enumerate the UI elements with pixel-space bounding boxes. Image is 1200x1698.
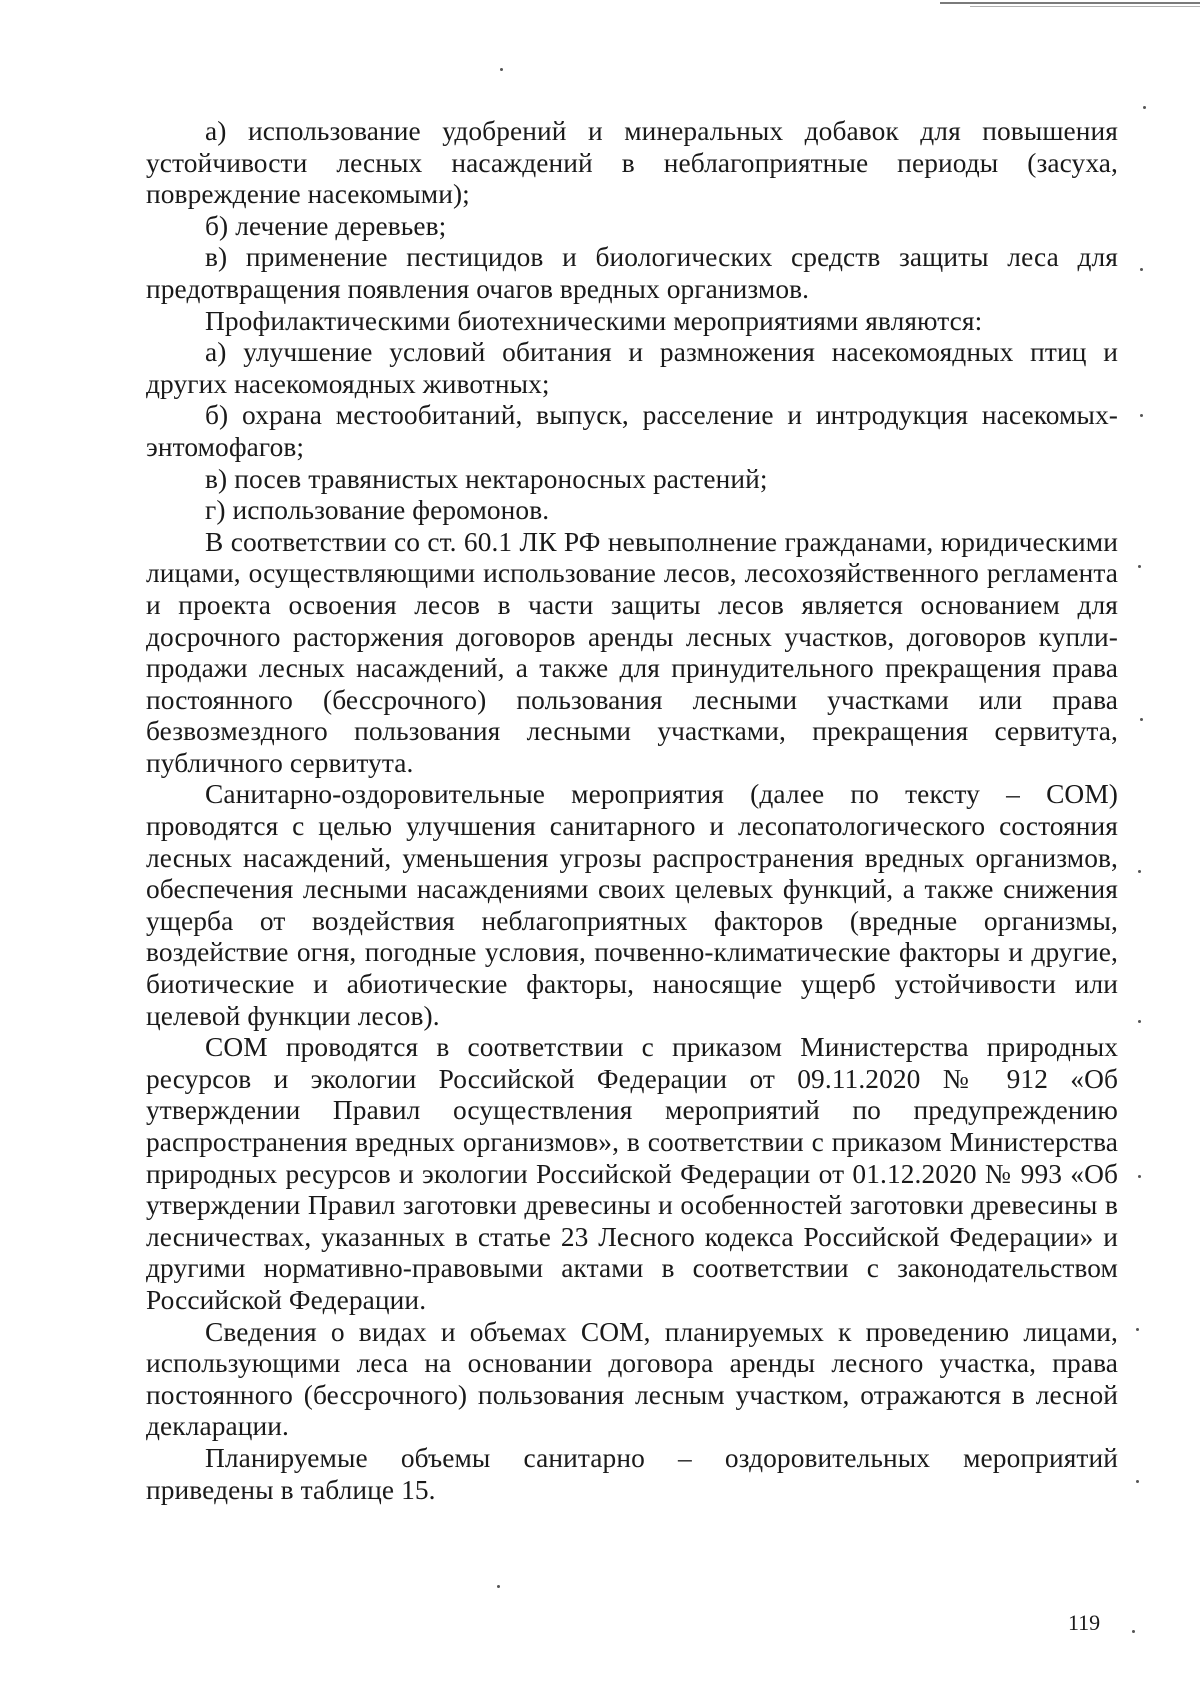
scan-speck [1143, 106, 1146, 109]
paragraph-pheromones: г) использование феромонов. [205, 495, 550, 526]
scan-speck [1140, 718, 1143, 721]
scan-speck [1138, 1175, 1141, 1178]
paragraph-fertilizers: а) использование удобрений и минеральных добавок для повышения устойчивости лесных насаждений в неблагоприятные периоды (засуха, повреждение насекомыми); [146, 116, 1118, 210]
scan-speck [1140, 268, 1143, 271]
paragraph-pesticides: в) применение пестицидов и биологических средств защиты леса для предотвращения появления очагов вредных организмов. [146, 242, 1118, 304]
scan-speck [1138, 870, 1141, 873]
paragraph-tree-treatment: б) лечение деревьев; [205, 210, 447, 241]
paragraph-habitat-improvement: а) улучшение условий обитания и размножения насекомоядных птиц и других насекомоядных животных; [146, 337, 1118, 399]
scan-speck [500, 68, 503, 71]
paragraph-lk-rf-article: В соответствии со ст. 60.1 ЛК РФ невыполнение гражданами, юридическими лицами, осуществляющими использование лесов, лесохозяйственного регламента и проекта освоения лесов в части защиты лесов является основанием для досрочного расторжения договоров аренды лесных участков, договоров купли-продажи лесных насаждений, а также для принудительного прекращения права постоянного (бессрочного) пользования лесными участками или права безвозмездного пользования лесными участками, прекращения сервитута, публичного сервитута. [146, 526, 1118, 778]
document-body [146, 116, 1118, 1506]
paragraph-planned-volumes: Планируемые объемы санитарно – оздоровительных мероприятий приведены в таблице 15. [146, 1442, 1118, 1505]
scan-speck [1132, 1630, 1135, 1633]
scan-edge-line [940, 2, 1200, 4]
paragraph-som-definition: Санитарно-оздоровительные мероприятия (далее по тексту – СОМ) проводятся с целью улучшения санитарного и лесопатологического состояния лесных насаждений, уменьшения угрозы распространения вредных организмов, обеспечения лесными насаждениями своих целевых функций, а также снижения ущерба от воздействия неблагоприятных факторов (вредные организмы, воздействие огня, погодные условия, почвенно-климатические факторы и другие, биотические и абиотические факторы, наносящие ущерб устойчивости или целевой функции лесов). [146, 779, 1118, 1031]
scan-speck [1136, 1328, 1139, 1331]
scan-edge-line-secondary [970, 6, 1200, 7]
paragraph-entomophages: б) охрана местообитаний, выпуск, расселение и интродукция насекомых-энтомофагов; [146, 400, 1118, 462]
paragraph-biotech-heading: Профилактическими биотехническими мероприятиями являются: [205, 305, 983, 336]
paragraph-som-declaration: Сведения о видах и объемах СОМ, планируемых к проведению лицами, использующими леса на основании договора аренды лесного участка, права постоянного (бессрочного) пользования лесным участком, отражаются в лесной декларации. [146, 1316, 1118, 1442]
scan-speck [1140, 414, 1143, 417]
scan-speck [1138, 565, 1141, 568]
scan-speck [497, 1585, 500, 1588]
scan-speck [1138, 1020, 1141, 1023]
paragraph-som-regulations: СОМ проводятся в соответствии с приказом Министерства природных ресурсов и экологии Российской Федерации от 09.11.2020 № 912 «Об утверждении Правил осуществления мероприятий по предупреждению распространения вредных организмов», в соответствии с приказом Министерства природных ресурсов и экологии Российской Федерации от 01.12.2020 № 993 «Об утверждении Правил заготовки древесины и особенностей заготовки древесины в лесничествах, указанных в статье 23 Лесного кодекса Российской Федерации» и другими нормативно-правовыми актами в соответствии с законодательством Российской Федерации. [146, 1032, 1118, 1315]
page-number: 119 [1068, 1610, 1101, 1635]
scan-speck [1136, 1480, 1139, 1483]
paragraph-nectar-plants: в) посев травянистых нектароносных растений; [205, 463, 768, 494]
